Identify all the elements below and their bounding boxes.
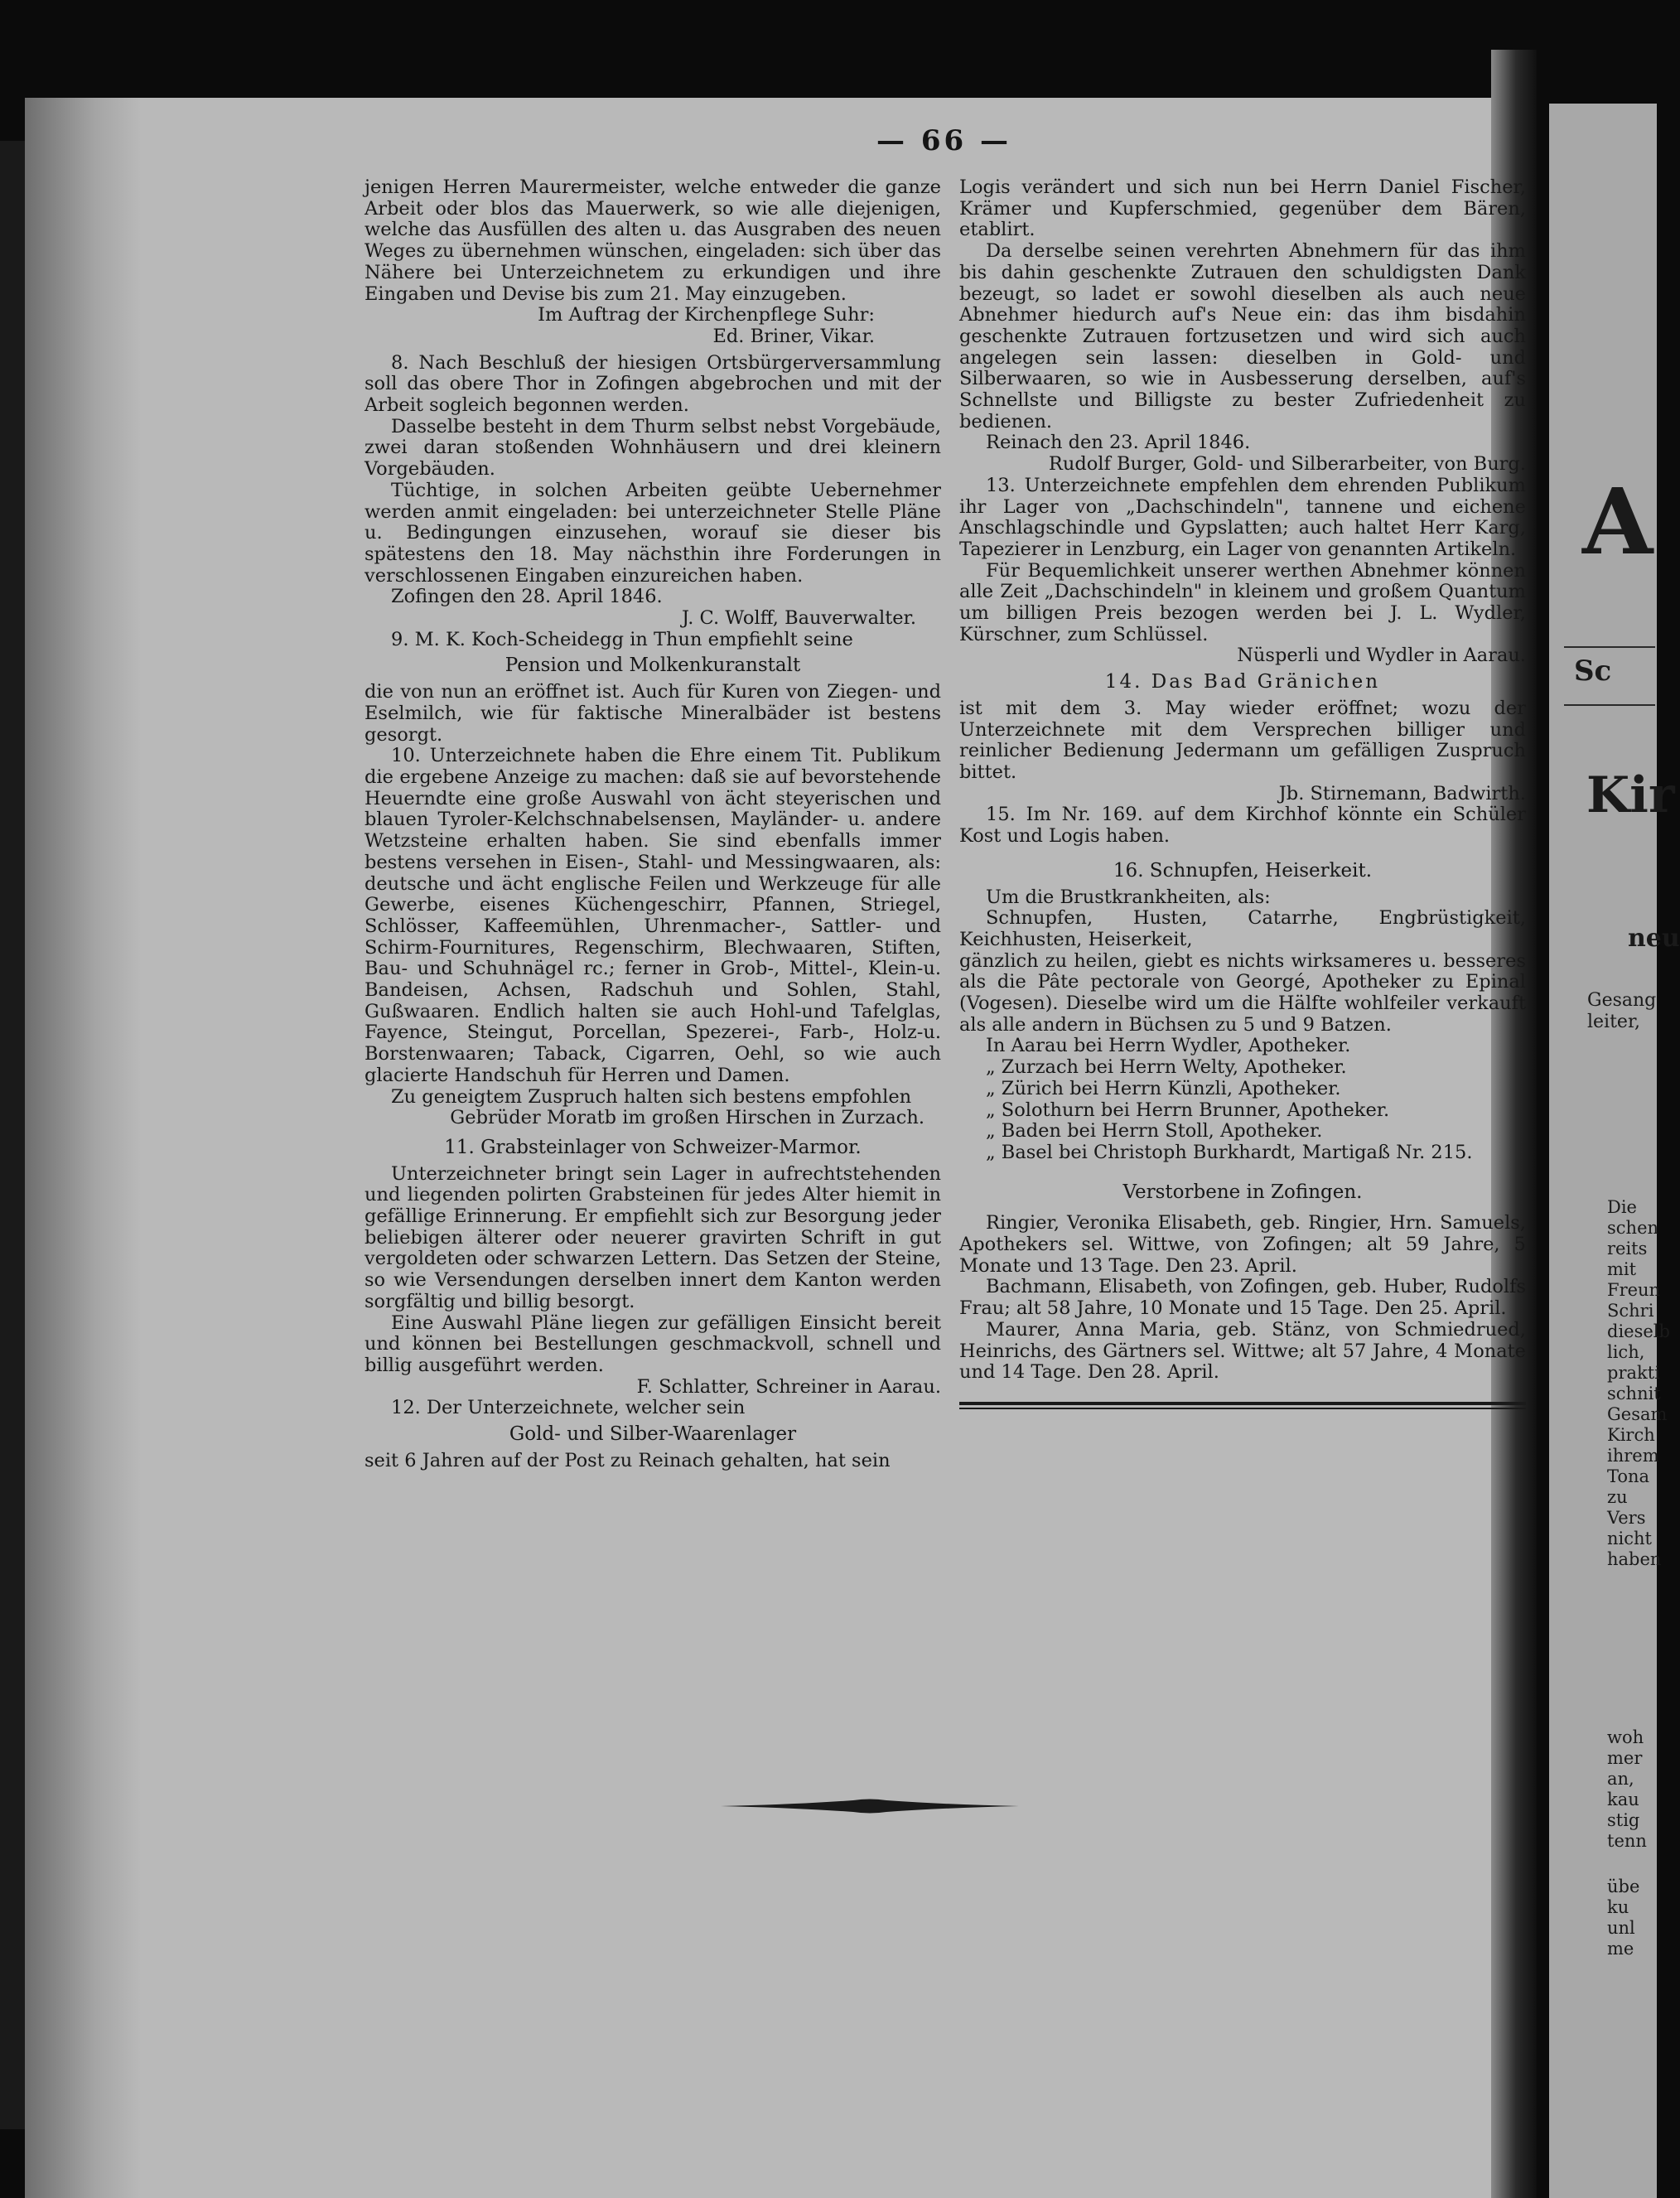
facing-page-word: schen: [1607, 1218, 1659, 1238]
notice-16-seller-zurich: „ Zürich bei Herrn Künzli, Apotheker.: [986, 1077, 1341, 1099]
notice-12-body-cont: Logis verändert und sich nun bei Herrn Daniel Fischer, Krämer und Kupferschmied, gegenüber dem Bären, etablirt.: [959, 176, 1526, 241]
facing-page-word: Gesam: [1607, 1404, 1668, 1424]
notice-8-detail: Dasselbe besteht in dem Thurm selbst nebst Vorgebäude, zwei daran stoßenden Wohnhäusern und drei kleinern Vorgebäuden.: [364, 415, 941, 481]
notice-13-body: 13. Unterzeichnete empfehlen dem ehrenden Publikum ihr Lager von „Dachschindeln", tannene und eichene Anschlagschindle und Gypslatten; auch haltet Herr Karg, Tapezierer in Lenzburg, ein Lager von genannten Artikeln.: [959, 474, 1526, 560]
facing-page-big-letter: A: [1582, 468, 1653, 575]
ornamental-divider: [721, 1798, 1019, 1814]
facing-page-leiter: leiter,: [1587, 1012, 1641, 1032]
facing-page-rule-2: [1564, 704, 1655, 706]
notice-7-authority: Im Auftrag der Kirchenpflege Suhr:: [538, 304, 875, 326]
facing-page-word: ihrem: [1607, 1446, 1659, 1466]
notice-9-body: die von nun an eröffnet ist. Auch für Kuren von Ziegen- und Eselmilch, wie für faktische Mineralbäder ist bestens gesorgt.: [364, 681, 941, 746]
facing-page-word: Kirch: [1607, 1425, 1655, 1445]
facing-page-word: mer: [1607, 1748, 1643, 1768]
death-entry-bachmann: Bachmann, Elisabeth, von Zofingen, geb. Huber, Rudolfs Frau; alt 58 Jahre, 10 Monate und 15 Tage. Den 25. April.: [959, 1276, 1526, 1320]
notice-16-ailments: Schnupfen, Husten, Catarrhe, Engbrüstigkeit, Keichhusten, Heiserkeit,: [959, 907, 1526, 950]
facing-page-heading: Kir: [1586, 766, 1675, 824]
notice-10-closing: Zu geneigtem Zuspruch halten sich bestens empfohlen: [391, 1085, 912, 1108]
death-entry-maurer: Maurer, Anna Maria, geb. Stänz, von Schmiedrued, Heinrichs, des Gärtners sel. Wittwe; alt 57 Jahre, 4 Monate und 14 Tage. Den 28. April.: [959, 1318, 1526, 1384]
facing-page-line-sc: Sc: [1574, 655, 1612, 688]
notice-9-intro: 9. M. K. Koch-Scheidegg in Thun empfiehlt seine: [391, 628, 853, 650]
facing-page-word: mit: [1607, 1259, 1637, 1279]
facing-page-word: Schri: [1607, 1301, 1654, 1321]
notice-13-signature: Nüsperli und Wydler in Aarau.: [1237, 645, 1526, 667]
notice-9-heading: Pension und Molkenkuranstalt: [504, 655, 801, 677]
facing-page-word: übe: [1607, 1877, 1640, 1896]
facing-page-word: kau: [1607, 1790, 1639, 1809]
facing-page-word: nicht: [1607, 1529, 1652, 1548]
notice-11-body: Unterzeichneter bringt sein Lager in aufrechtstehenden und liegenden polirten Grabsteinen für jedes Alter hiemit in gefällige Erinnerung. Er empfiehlt sich zur Besorgung jeder beliebigen älterer oder neuerer gravirten Schrift in gut vergoldeten oder schwarzen Lettern. Das Setzen der Steine, so wie Versendungen derselben innert dem Kanton werden sorgfältig und billig besorgt.: [364, 1162, 941, 1312]
notice-13-detail: Für Bequemlichkeit unserer werthen Abnehmer können alle Zeit „Dachschindeln" in kleinem und großem Quantum um billigen Preis bezogen werden bei J. L. Wydler, Kürschner, zum Schlüssel.: [959, 559, 1526, 645]
facing-page-word: Tona: [1607, 1466, 1650, 1486]
notice-8-invitation: Tüchtige, in solchen Arbeiten geübte Uebernehmer werden anmit eingeladen: bei unterzeichneter Stelle Pläne u. Bedingungen einzusehen, worauf sie dieser bis spätestens den 18. May nächsthin ihre Forderungen in verschlossenen Eingaben einzureichen haben.: [364, 479, 941, 587]
facing-page-subheading: neu: [1628, 924, 1680, 953]
notice-14-heading: 14. Das Bad Gränichen: [1104, 671, 1381, 693]
notice-8-signature: J. C. Wolff, Bauverwalter.: [681, 607, 916, 630]
notice-16-intro: Um die Brustkrankheiten, als:: [986, 886, 1271, 908]
facing-page-word: zu: [1607, 1487, 1628, 1507]
notice-12-intro: 12. Der Unterzeichnete, welcher sein: [391, 1397, 746, 1419]
facing-page-word: lich,: [1607, 1342, 1645, 1362]
notice-16-heading: 16. Schnupfen, Heiserkeit.: [1113, 859, 1373, 882]
facing-page-word: Freun: [1607, 1280, 1661, 1300]
notice-12-signature: Rudolf Burger, Gold- und Silberarbeiter, von Burg.: [1048, 453, 1526, 476]
facing-page-word: dieselb: [1607, 1321, 1670, 1341]
facing-page-word: Die: [1607, 1197, 1637, 1217]
deaths-heading: Verstorbene in Zofingen.: [1122, 1181, 1363, 1203]
notice-16-seller-solothurn: „ Solothurn bei Herrn Brunner, Apotheker.: [986, 1099, 1390, 1121]
page-binding-shadow: [25, 98, 141, 2198]
notice-16-seller-zurzach: „ Zurzach bei Herrn Welty, Apotheker.: [986, 1056, 1347, 1079]
notice-7-body: jenigen Herren Maurermeister, welche entweder die ganze Arbeit oder blos das Mauerwerk, so wie alle diejenigen, welche das Ausfüllen des alten u. das Ausgraben des neuen Weges zu übernehmen wünschen, eingeladen: sich über das Nähere bei Unterzeichnetem zu erkundigen und ihre Eingaben und Devise bis zum 21. May einzugeben.: [364, 176, 941, 305]
notice-8-date: Zofingen den 28. April 1846.: [391, 586, 663, 608]
facing-page-word: woh: [1607, 1727, 1644, 1747]
facing-page-word: schnit: [1607, 1384, 1661, 1403]
page-number: — 66 —: [876, 124, 1011, 157]
notice-12-thanks: Da derselbe seinen verehrten Abnehmern für das ihm bis dahin geschenkte Zutrauen den schuldigsten Dank bezeugt, so ladet er sowohl dieselben als auch neue Abnehmer hiedurch auf's Neue ein: das ihm bisdahin geschenkte Zutrauen fortzusetzen und wird sich auch angelegen sein lassen: dieselben in Gold- und Silberwaaren, so wie in Ausbesserung derselben, auf's Schnellste und Billigste zu bester Zufriedenheit zu bedienen.: [959, 240, 1526, 432]
facing-page-word: an,: [1607, 1769, 1634, 1789]
facing-page-word: me: [1607, 1939, 1634, 1959]
notice-12-heading: Gold- und Silber-Waarenlager: [509, 1423, 797, 1446]
facing-page-word: unl: [1607, 1918, 1635, 1938]
notice-14-signature: Jb. Stirnemann, Badwirth.: [1278, 782, 1526, 804]
scan-left-edge: [0, 141, 25, 2129]
notice-11-signature: F. Schlatter, Schreiner in Aarau.: [636, 1375, 941, 1398]
notice-11-heading: 11. Grabsteinlager von Schweizer-Marmor.: [444, 1136, 862, 1158]
left-column: [364, 177, 941, 1471]
notice-10-signature: Gebrüder Moratb im großen Hirschen in Zurzach.: [450, 1107, 924, 1129]
facing-page-word: Vers: [1607, 1508, 1646, 1528]
right-column: [959, 177, 1526, 1409]
facing-page-word: tenn: [1607, 1831, 1647, 1851]
facing-page-word: stig: [1607, 1810, 1640, 1830]
notice-16-seller-baden: „ Baden bei Herrn Stoll, Apotheker.: [986, 1120, 1323, 1142]
facing-page-rule: [1564, 646, 1655, 648]
facing-page-word: prakti: [1607, 1363, 1660, 1383]
death-entry-ringier: Ringier, Veronika Elisabeth, geb. Ringier, Hrn. Samuels, Apothekers sel. Wittwe, von Zofingen; alt 59 Jahre, 5 Monate und 13 Tage. Den 23. April.: [959, 1212, 1526, 1277]
notice-7-signature: Ed. Briner, Vikar.: [712, 325, 875, 347]
notice-8-body: 8. Nach Beschluß der hiesigen Ortsbürgerversammlung soll das obere Thor in Zofingen abgebrochen und mit der Arbeit sogleich begonnen werden.: [364, 351, 941, 417]
notice-10-body: 10. Unterzeichnete haben die Ehre einem Tit. Publikum die ergebene Anzeige zu machen: daß sie auf bevorstehende Heuerndte eine große Auswahl von ächt steyerischen und blauen Tyroler-Kelchschnabelsensen, Mayländer- u. andere Wetzsteine erhalten haben. Sie sind ebenfalls immer bestens versehen in Eisen-, Stahl- und Messingwaaren, als: deutsche und ächt englische Feilen und Werkzeuge für alle Gewerbe, eisenes Küchengeschirr, Pfannen, Striegel, Schlösser, Kaffeemühlen, Uhrenmacher-, Sattler- und Schirm-Fournitures, Regenschirm, Blechwaaren, Stiften, Bau- und Schuhnägel rc.; ferner in Grob-, Mittel-, Klein-u. Bandeisen, Achsen, Radschuh und Sohlen, Stahl, Gußwaaren. Endlich halten sie auch Hohl-und Tafelglas, Fayence, Steingut, Porcellan, Spezerei-, Farb-, Holz-u. Borstenwaaren; Taback, Cigarren, Oehl, so wie auch glacierte Handschuh für Herren und Damen.: [364, 745, 941, 1086]
notice-16-seller-aarau: In Aarau bei Herrn Wydler, Apotheker.: [986, 1035, 1351, 1057]
facing-page-word: haben: [1607, 1549, 1662, 1569]
notice-16-body: gänzlich zu heilen, giebt es nichts wirksameres u. besseres als die Pâte pectorale von Georgé, Apotheker zu Epinal (Vogesen). Dieselbe wird um die Hälfte wohlfeiler verkauft als alle andern in Büchsen zu 5 und 9 Batzen.: [959, 949, 1526, 1036]
notice-14-body: ist mit dem 3. May wieder eröffnet; wozu der Unterzeichnete mit dem Versprechen billiger und reinlicher Bedienung Jedermann um gefälligen Zuspruch bittet.: [959, 697, 1526, 783]
facing-page-word: ku: [1607, 1897, 1629, 1917]
facing-page-gesang: Gesang: [1587, 990, 1657, 1011]
facing-page-word: reits: [1607, 1239, 1648, 1258]
notice-12-body-start: seit 6 Jahren auf der Post zu Reinach gehalten, hat sein: [364, 1449, 891, 1471]
column-end-rule: [959, 1402, 1526, 1409]
notice-16-seller-basel: „ Basel bei Christoph Burkhardt, Martigaß Nr. 215.: [986, 1141, 1473, 1163]
notice-12-date: Reinach den 23. April 1846.: [986, 432, 1251, 454]
facing-page-fragment: [1549, 104, 1680, 2198]
notice-11-plans: Eine Auswahl Pläne liegen zur gefälligen Einsicht bereit und können bei Bestellungen geschmackvoll, schnell und billig ausgeführt werden.: [364, 1312, 941, 1376]
notice-15-body: 15. Im Nr. 169. auf dem Kirchhof könnte ein Schüler Kost und Logis haben.: [959, 804, 1526, 848]
